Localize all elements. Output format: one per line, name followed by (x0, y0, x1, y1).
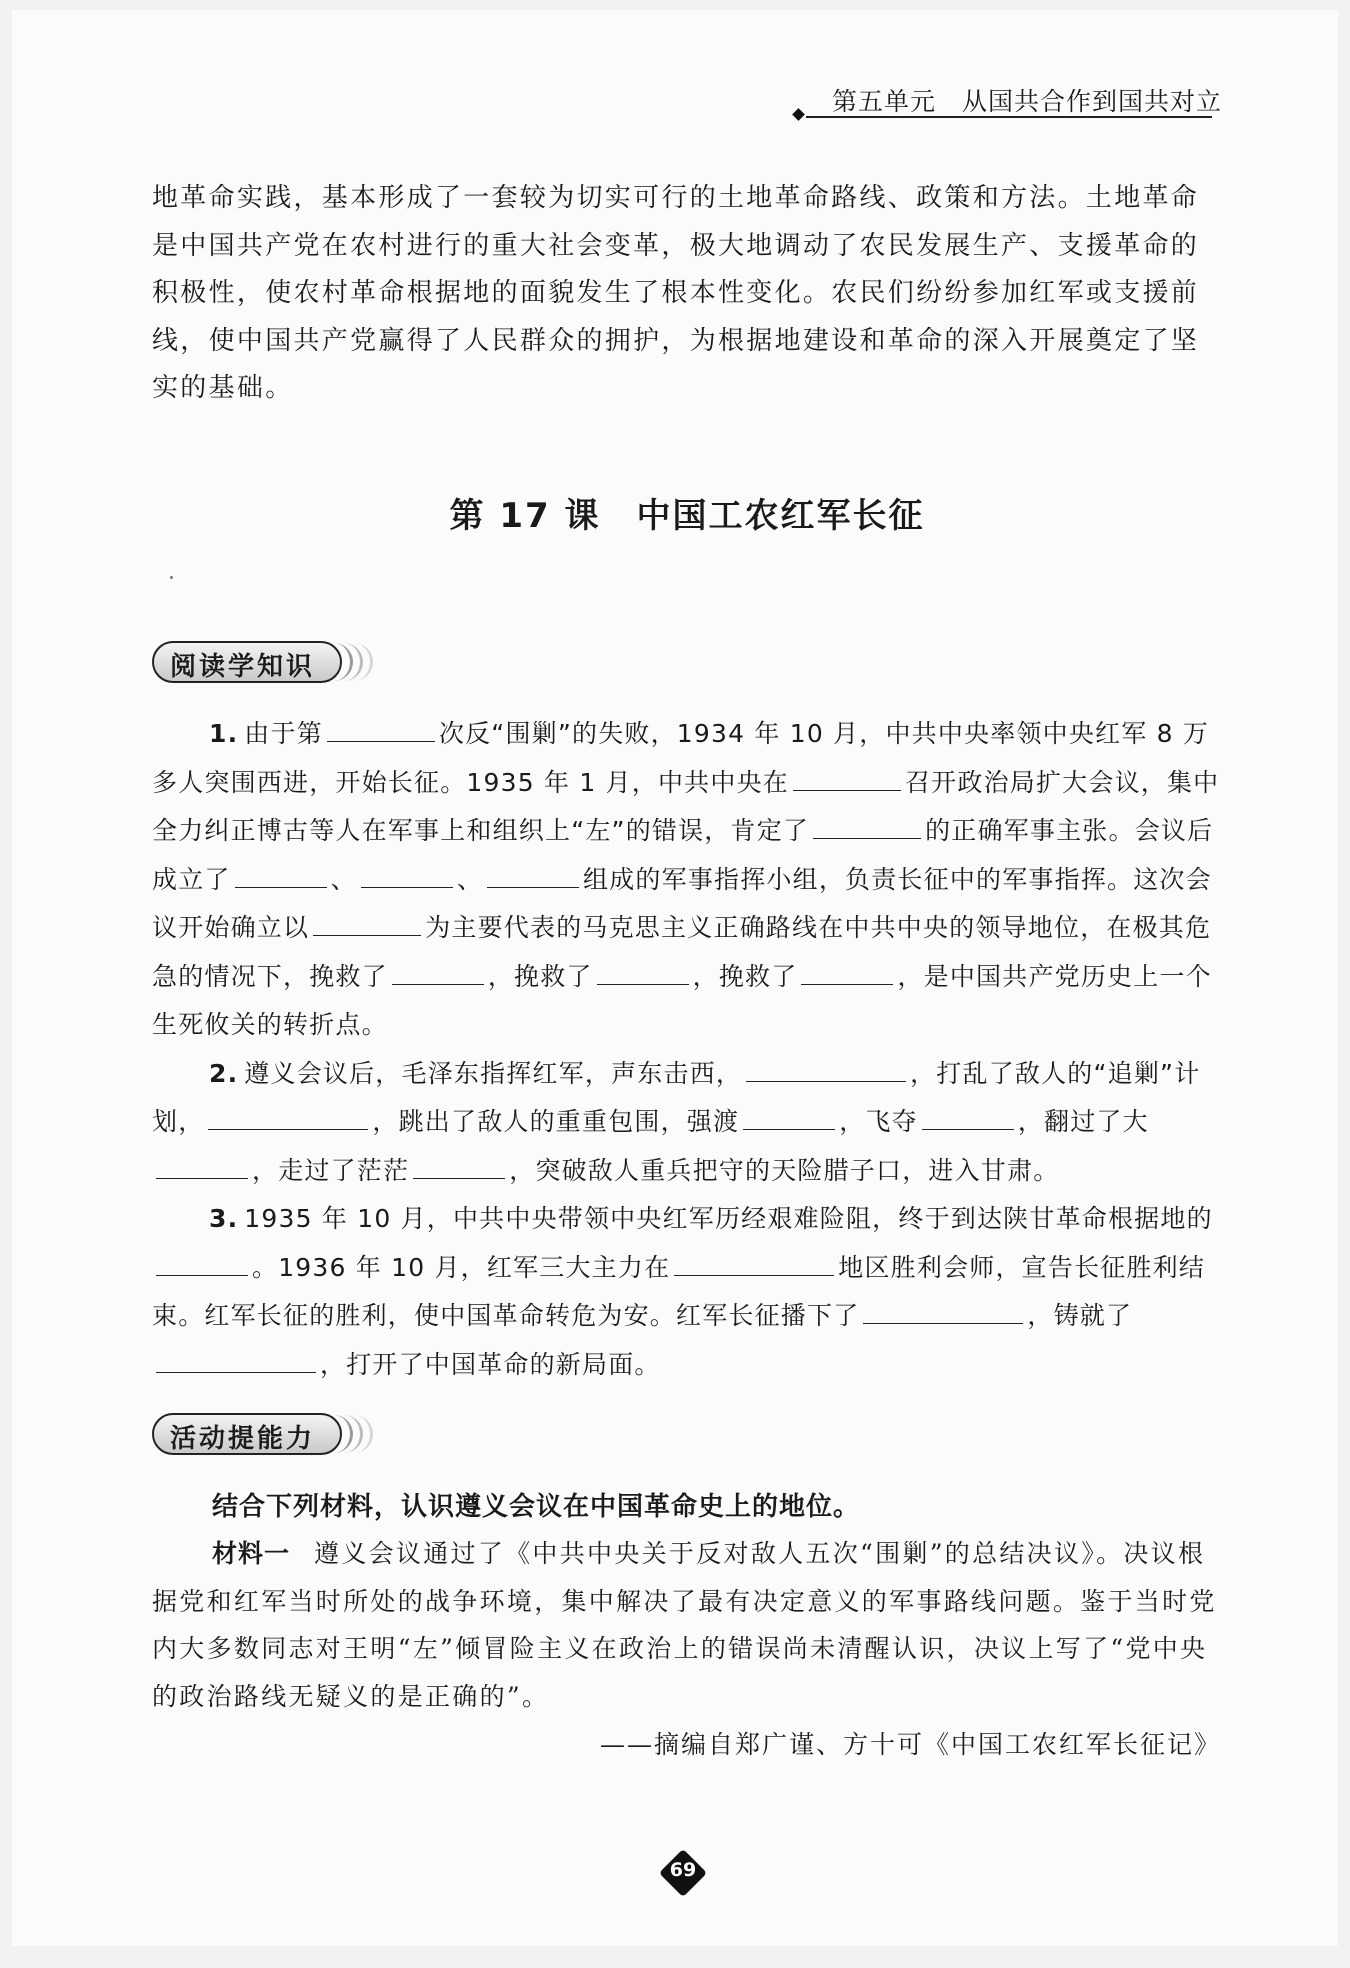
answer-blank[interactable] (313, 915, 421, 936)
running-header (792, 80, 1223, 120)
material-label: 材料一 (212, 1539, 291, 1568)
answer-blank[interactable] (392, 964, 484, 985)
section-badge-activity (152, 1413, 382, 1457)
section-label-read: 阅读学知识 (170, 652, 316, 682)
question-number: 3. (209, 1204, 239, 1233)
answer-blank[interactable] (156, 1255, 248, 1276)
answer-blank[interactable] (674, 1255, 834, 1276)
answer-blank[interactable] (597, 964, 689, 985)
answer-blank[interactable] (743, 1109, 835, 1130)
unit-title: 第五单元 从国共合作到国共对立 (832, 87, 1223, 116)
answer-blank[interactable] (361, 867, 453, 888)
answer-blank[interactable] (208, 1109, 368, 1130)
answer-blank[interactable] (235, 867, 327, 888)
answer-blank[interactable] (801, 964, 893, 985)
answer-blank[interactable] (156, 1158, 248, 1179)
answer-blank[interactable] (813, 818, 921, 839)
answer-blank[interactable] (156, 1352, 316, 1373)
answer-blank[interactable] (793, 770, 901, 791)
answer-blank[interactable] (863, 1303, 1023, 1324)
material-one (152, 1530, 1220, 1720)
answer-blank[interactable] (487, 867, 579, 888)
question-number: 2. (209, 1058, 239, 1088)
intro-paragraph: 地革命实践，基本形成了一套较为切实可行的土地革命路线、政策和方法。土地革命是中国共产党在农村进行的重大社会变革，极大地调动了农民发展生产、支援革命的积极性，使农村革命根据地的面貌发生了根本性变化。农民们纷纷参加红军或支援前线，使中国共产党赢得了人民群众的拥护，为根据地建设和革命的深入开展奠定了坚实的基础。 (152, 183, 1200, 403)
question-1: 1. 由于第 次反“围剿”的失败，1934 年 10 月，中共中央率领中央红军 8 万多人突围西进，开始长征。1935 年 1 月，中共中央在 召开政治局扩大会议，集中全力纠正博古等人在军事上和组织上“左”的错误，肯定了 的正确军事主张。会议后成立了 、 、 组成的军事指挥小组，负责长征中的军事指挥。这次会议开始确立以 为主要代表的马克思主义正确路线在中共中央的领导地位，在极其危急的情况下，挽救了 ，挽救了 ，挽救了 ，是中国共产党历史上一个生死攸关的转折点。 (152, 719, 1220, 1039)
material-source: ——摘编自郑广谨、方十可《中国工农红军长征记》 (599, 1730, 1221, 1759)
answer-blank[interactable] (413, 1158, 505, 1179)
section-label-activity: 活动提能力 (170, 1424, 316, 1454)
question-list (152, 710, 1220, 1389)
header-rule (806, 116, 1212, 118)
answer-blank[interactable] (327, 721, 435, 742)
page-number-badge (660, 1850, 706, 1896)
question-3: 3. 1935 年 10 月，中共中央带领中央红军历经艰难险阻，终于到达陕甘革命根据地的。1936 年 10 月，红军三大主力在 地区胜利会师，宣告长征胜利结束。红军长征的胜利，使中国革命转危为安。红军长征播下了 ，铸就了，打开了中国革命的新局面。 (152, 1204, 1213, 1379)
section-badge-read (152, 641, 382, 685)
activity-instruction: 结合下列材料，认识遵义会议在中国革命史上的地位。 (212, 1492, 861, 1522)
answer-blank[interactable] (746, 1061, 906, 1082)
stray-dot (170, 576, 173, 579)
material-text: 遵义会议通过了《中共中央关于反对敌人五次“围剿”的总结决议》。决议根据党和红军当时所处的战争环境，集中解决了最有决定意义的军事路线问题。鉴于当时党内大多数同志对王明“左”倾冒险主义在政治上的错误尚未清醒认识，决议上写了“党中央的政治路线无疑义的是正确的”。 (152, 1539, 1217, 1711)
page-number: 69 (669, 1859, 697, 1881)
diamond-bullet-icon (792, 108, 805, 121)
lesson-title: 第 17 课 中国工农红军长征 (449, 496, 925, 536)
question-number: 1. (209, 719, 239, 748)
answer-blank[interactable] (922, 1109, 1014, 1130)
question-2: 2. 遵义会议后，毛泽东指挥红军，声东击西， ，打乱了敌人的“追剿”计划， ，跳出了敌人的重重包围，强渡 ，飞夺 ，翻过了大，走过了茫茫 ，突破敌人重兵把守的天险腊子口，进入甘肃。 (152, 1058, 1201, 1185)
workbook-page (12, 10, 1338, 1946)
